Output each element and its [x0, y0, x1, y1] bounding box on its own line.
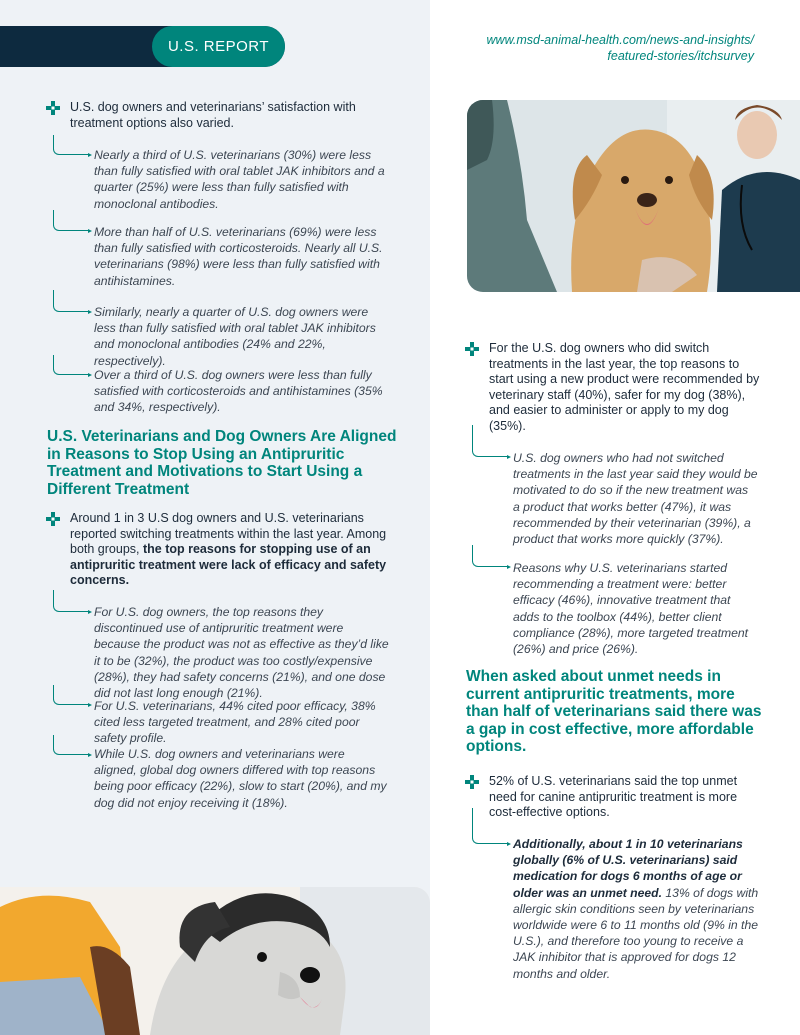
sub-point: Reasons why U.S. veterinarians started recommending a treatment were: better efficacy (46%), innovative treatment that adds to the toolbox (44%), better client compliance (28%), more targeted treatment (26%) and price (26%).	[513, 561, 749, 657]
cross-shield-icon	[46, 101, 60, 115]
bullet-text: 52% of U.S. veterinarians said the top unmet need for canine antipruritic treatment is more cost-effective options.	[489, 774, 738, 819]
url-line-1: www.msd-animal-health.com/news-and-insights/	[486, 33, 754, 47]
connector	[53, 735, 89, 755]
schnauzer-illustration	[0, 887, 430, 1035]
sub-point: While U.S. dog owners and veterinarians were aligned, global dog owners differed with top reasons being poor efficacy (22%), slow to start (20%), and my dog did not enjoy receiving it (18%).	[94, 747, 387, 810]
sub-point: More than half of U.S. veterinarians (69%) were less than fully satisfied with corticosteroids. Nearly all U.S. veterinarians (98%) were less than fully satisfied with antihistamines.	[94, 225, 383, 288]
section-heading-aligned: U.S. Veterinarians and Dog Owners Are Aligned in Reasons to Stop Using an Antipruritic Treatment and Motivations to Start Using a Different Treatment	[47, 428, 397, 498]
connector	[53, 685, 89, 705]
url-line-2: featured-stories/itchsurvey	[607, 49, 754, 63]
labrador-illustration	[467, 100, 800, 292]
report-label: U.S. REPORT	[152, 26, 285, 67]
cross-shield-icon	[46, 512, 60, 526]
bullet-text-bold: the top reasons for stopping use of an antipruritic treatment were lack of efficacy and safety concerns.	[70, 542, 387, 587]
sub-point: Nearly a third of U.S. veterinarians (30%) were less than fully satisfied with oral tablet JAK inhibitors and a quarter (25%) were less than fully satisfied with monoclonal antibodies.	[94, 148, 385, 211]
bullet-unmet-need	[465, 774, 755, 821]
bullet-satisfaction	[46, 100, 366, 131]
sub-point: Over a third of U.S. dog owners were less than fully satisfied with corticosteroids and antihistamines (35% and 34%, respectively).	[94, 368, 383, 415]
bullet-text: U.S. dog owners and veterinarians’ satisfaction with treatment options also varied.	[70, 100, 356, 130]
cross-shield-icon	[465, 342, 479, 356]
sub-point	[513, 836, 763, 982]
labrador-vet-photo	[467, 100, 800, 292]
sub-point-bold: Additionally, about 1 in 10 veterinarians globally (6% of U.S. veterinarians) said medication for dogs 6 months of age or older was an unmet need.	[513, 837, 743, 900]
connector	[472, 545, 508, 567]
connector	[53, 210, 89, 231]
cross-shield-icon	[465, 775, 479, 789]
connector	[472, 808, 508, 844]
connector	[53, 135, 89, 155]
bullet-text: For the U.S. dog owners who did switch treatments in the last year, the top reasons to start using a new product were recommended by veterinary staff (40%), safer for my dog (38%), and easier to administer or apply to my dog (35%).	[489, 341, 760, 433]
connector	[53, 355, 89, 375]
connector	[53, 290, 89, 312]
sub-point-plain: 13% of dogs with allergic skin conditions seen by veterinarians worldwide were 6 to 11 months old (9% in the U.S.), and therefore too young to receive a JAK inhibitor that is approved for dogs 12 months and older.	[513, 885, 759, 981]
bullet-switching	[46, 511, 391, 589]
bullet-text-plain: Around 1 in 3 U.S dog owners and U.S. veterinarians reported switching treatments within the last year. Among both groups,	[70, 511, 387, 556]
connector	[472, 425, 508, 457]
bullet-switch-reasons	[465, 341, 760, 434]
sub-point: Similarly, nearly a quarter of U.S. dog owners were less than fully satisfied with oral tablet JAK inhibitors and monoclonal antibodies (24% and 22%, respectively).	[94, 305, 376, 368]
schnauzer-photo	[0, 887, 430, 1035]
source-url[interactable]	[454, 32, 754, 64]
sub-point: For U.S. veterinarians, 44% cited poor efficacy, 38% cited less targeted treatment, and 28% cited poor safety profile.	[94, 699, 376, 746]
bullet-text	[70, 511, 391, 589]
sub-point: For U.S. dog owners, the top reasons they discontinued use of antipruritic treatment were because the product was not as effective as they’d like it to be (32%), the product was too costly/expensive (28%), they had safety concerns (21%), and one dose did not last long enough (21%).	[94, 605, 389, 701]
connector	[53, 590, 89, 612]
section-heading-unmet-needs: When asked about unmet needs in current antipruritic treatments, more than half of veterinarians said there was a gap in cost effective, more affordable options.	[466, 668, 762, 756]
sub-point: U.S. dog owners who had not switched treatments in the last year said they would be motivated to do so if the new treatment was a product that works better (47%), it was recommended by their veterinarian (39%), a product that works more quickly (37%).	[513, 451, 758, 547]
